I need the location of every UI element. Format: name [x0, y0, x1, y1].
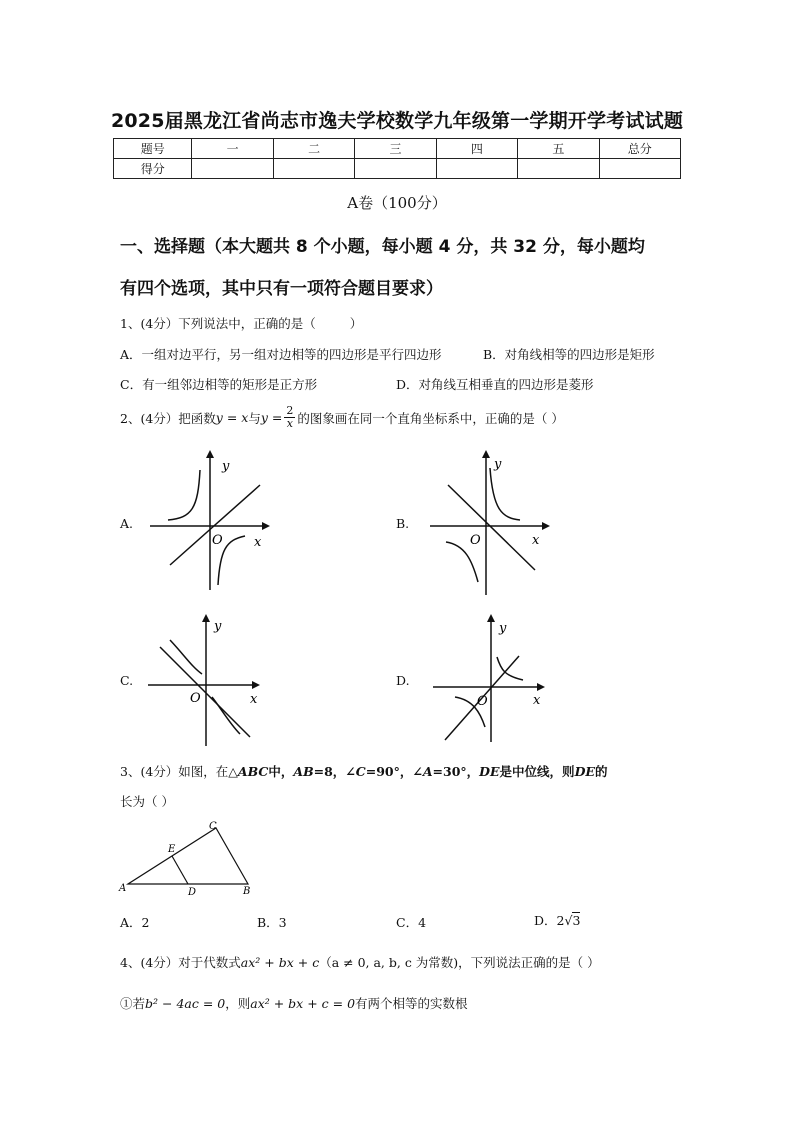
hyperbola-branch	[168, 470, 200, 520]
origin-label: O	[470, 533, 481, 548]
score-header-cell: 四	[436, 139, 517, 159]
score-input-cell[interactable]	[599, 159, 680, 179]
score-input-cell[interactable]	[355, 159, 436, 179]
point-label-a: A	[119, 883, 127, 894]
q4-item-1: ①若b² − 4ac = 0，则ax² + bx + c = 0有两个相等的实数根	[120, 996, 468, 1011]
origin-label: O	[212, 533, 223, 548]
q1-option-b: B．对角线相等的四边形是矩形	[483, 347, 655, 362]
q3-option-c: C．4	[396, 915, 427, 930]
graph-b	[420, 450, 560, 600]
score-header-cell: 五	[518, 139, 599, 159]
sqrt-icon: √	[564, 913, 573, 928]
q1-option-d: D．对角线互相垂直的四边形是菱形	[396, 377, 594, 392]
section-a-heading: A卷（100分）	[347, 194, 447, 212]
q2-eq1: y = x	[215, 410, 249, 425]
point-label-e: E	[168, 844, 176, 855]
triangle-abc	[128, 828, 248, 884]
hyperbola-branch	[212, 697, 240, 734]
q2-stem: 2、(4分）把函数 y = x 与 y = $\frac{2}{x}$ 的图象画在同一个直角坐标系中，正确的是（ ）	[120, 404, 564, 430]
x-label: x	[532, 533, 540, 548]
x-label: x	[250, 692, 258, 707]
x-arrow-icon	[262, 522, 270, 530]
y-label: y	[214, 619, 222, 634]
q3-option-a: A．2	[120, 915, 150, 930]
point-label-c: C	[209, 821, 217, 832]
q1-option-a: A．一组对边平行，另一组对边相等的四边形是平行四边形	[120, 347, 442, 362]
score-input-cell[interactable]	[192, 159, 273, 179]
score-row-label: 得分	[114, 159, 192, 179]
y-label: y	[499, 621, 507, 636]
score-header-cell: 一	[192, 139, 273, 159]
y-arrow-icon	[487, 614, 495, 622]
segment-de	[172, 856, 188, 884]
section1-heading-line1: 一、选择题（本大题共 8 个小题，每小题 4 分，共 32 分，每小题均	[120, 237, 645, 257]
y-arrow-icon	[202, 614, 210, 622]
q2-label-a: A.	[120, 516, 134, 531]
graph-a	[140, 450, 280, 595]
score-table-score-row	[114, 159, 681, 179]
q4-stem: 4、(4分）对于代数式ax² + bx + c（a ≠ 0, a, b, c 为常数)，下列说法正确的是（ ）	[120, 955, 600, 970]
x-label: x	[254, 535, 262, 550]
y-arrow-icon	[482, 450, 490, 458]
q2-label-b: B.	[396, 516, 410, 531]
hyperbola-branch	[170, 640, 202, 674]
score-header-cell: 题号	[114, 139, 192, 159]
graph-c	[140, 612, 280, 752]
score-input-cell[interactable]	[273, 159, 354, 179]
y-label: y	[494, 457, 502, 472]
score-header-cell: 三	[355, 139, 436, 159]
point-label-d: D	[188, 887, 197, 896]
q1-stem: 1、(4分）下列说法中，正确的是（ ）	[120, 316, 363, 331]
q3-stem: 3、(4分）如图，在△ABC中，AB=8，∠C=90°，∠A=30°，DE是中位线，则DE的	[120, 764, 608, 779]
q3-triangle-figure	[116, 816, 266, 896]
origin-label: O	[190, 691, 201, 706]
line-y-eq-x	[170, 485, 260, 565]
x-arrow-icon	[542, 522, 550, 530]
y-label: y	[222, 459, 230, 474]
score-input-cell[interactable]	[518, 159, 599, 179]
origin-label: O	[477, 694, 488, 709]
line-y-eq-neg-x	[160, 647, 250, 737]
q2-fraction: $\frac{2}{x}$	[286, 404, 294, 430]
score-table-header-row	[114, 139, 681, 159]
score-header-cell: 二	[273, 139, 354, 159]
hyperbola-branch	[446, 542, 478, 582]
q1-option-c: C．有一组邻边相等的矩形是正方形	[120, 377, 318, 392]
point-label-b: B	[243, 886, 251, 896]
q3-stem-line2: 长为（ ）	[120, 794, 174, 809]
score-header-cell: 总分	[599, 139, 680, 159]
x-arrow-icon	[252, 681, 260, 689]
score-input-cell[interactable]	[436, 159, 517, 179]
x-arrow-icon	[537, 683, 545, 691]
line-y-eq-neg-x	[448, 485, 535, 570]
score-table	[113, 138, 681, 179]
section1-heading-line2: 有四个选项，其中只有一项符合题目要求）	[120, 279, 443, 299]
page-title: 2025届黑龙江省尚志市逸夫学校数学九年级第一学期开学考试试题	[110, 110, 684, 132]
q3-option-d: D．2√3	[534, 913, 581, 928]
graph-d	[425, 612, 555, 752]
q2-label-c: C.	[120, 673, 134, 688]
x-label: x	[533, 693, 541, 708]
q3-option-b: B．3	[257, 915, 287, 930]
y-arrow-icon	[206, 450, 214, 458]
hyperbola-branch	[490, 468, 520, 520]
q2-label-d: D.	[396, 673, 410, 688]
